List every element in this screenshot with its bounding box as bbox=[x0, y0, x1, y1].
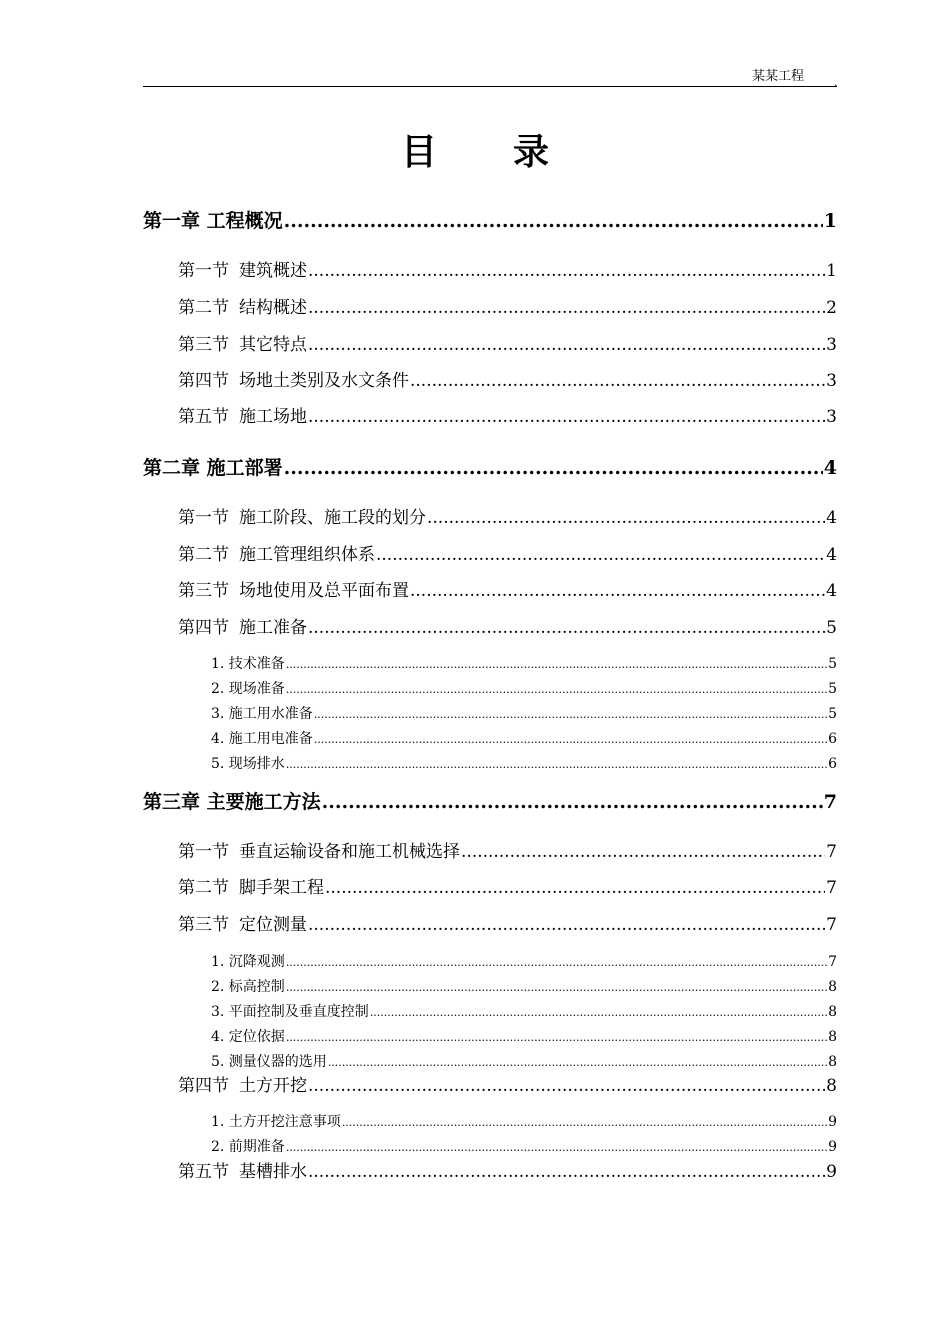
toc-page-number: 6 bbox=[828, 731, 837, 747]
toc-page-number: 5 bbox=[828, 706, 837, 722]
dot-leader bbox=[286, 680, 827, 699]
toc-section[interactable] bbox=[178, 913, 837, 937]
toc-entry-label: 3. 平面控制及垂直度控制 bbox=[211, 1004, 369, 1020]
toc-section-number: 第三节 bbox=[178, 581, 229, 601]
toc-section[interactable] bbox=[178, 616, 837, 640]
toc-page-number: 8 bbox=[828, 1054, 837, 1070]
toc-page-number: 4 bbox=[826, 545, 837, 565]
toc-section[interactable] bbox=[178, 579, 837, 603]
toc-page-number: 8 bbox=[826, 1076, 837, 1096]
toc-section[interactable] bbox=[178, 506, 837, 530]
toc-section[interactable] bbox=[178, 1074, 837, 1098]
dot-leader bbox=[370, 1003, 827, 1022]
toc-section-title: 基槽排水 bbox=[239, 1162, 307, 1182]
dot-leader bbox=[308, 1074, 825, 1098]
toc-entry-label bbox=[178, 840, 460, 864]
dot-leader bbox=[314, 730, 827, 749]
toc-page-number: 2 bbox=[826, 298, 837, 318]
toc-subitem[interactable] bbox=[211, 1028, 837, 1047]
dot-leader bbox=[342, 1113, 827, 1132]
toc-subitem[interactable] bbox=[211, 1053, 837, 1072]
toc-section-title: 脚手架工程 bbox=[239, 878, 324, 898]
dot-leader bbox=[286, 1028, 827, 1047]
toc-entry-label: 1. 技术准备 bbox=[211, 656, 285, 672]
toc-entry-label: 4. 施工用电准备 bbox=[211, 731, 313, 747]
dot-leader bbox=[308, 296, 825, 320]
toc-section-title: 其它特点 bbox=[239, 335, 307, 355]
toc-page-number: 4 bbox=[823, 457, 837, 479]
toc-section[interactable] bbox=[178, 840, 837, 864]
toc-section-number: 第一节 bbox=[178, 842, 229, 862]
toc-section[interactable] bbox=[178, 1160, 837, 1184]
toc-section-number: 第五节 bbox=[178, 407, 229, 427]
toc-entry-label bbox=[178, 1160, 307, 1184]
toc-section-title: 施工阶段、施工段的划分 bbox=[239, 508, 426, 528]
toc-section-number: 第一节 bbox=[178, 508, 229, 528]
dot-leader bbox=[286, 655, 827, 674]
toc-page-number: 7 bbox=[826, 842, 837, 862]
toc-page-number: 6 bbox=[828, 756, 837, 772]
dot-leader bbox=[328, 1053, 827, 1072]
dot-leader bbox=[427, 506, 825, 530]
toc-page-number: 8 bbox=[828, 1029, 837, 1045]
header-mark: . bbox=[834, 76, 838, 89]
toc-entry-label: 第三章 主要施工方法 bbox=[143, 791, 321, 813]
toc-section-title: 场地土类别及水文条件 bbox=[239, 371, 409, 391]
toc-section[interactable] bbox=[178, 259, 837, 283]
toc-entry-label bbox=[178, 579, 409, 603]
toc-section-number: 第二节 bbox=[178, 545, 229, 565]
toc-entry-label: 2. 标高控制 bbox=[211, 979, 285, 995]
dot-leader bbox=[308, 259, 825, 283]
dot-leader bbox=[284, 208, 823, 234]
toc-entry-label: 1. 土方开挖注意事项 bbox=[211, 1114, 341, 1130]
toc-section-title: 施工管理组织体系 bbox=[239, 545, 375, 565]
toc-entry-label: 第一章 工程概况 bbox=[143, 210, 283, 232]
dot-leader bbox=[376, 543, 825, 567]
dot-leader bbox=[410, 579, 825, 603]
dot-leader bbox=[308, 1160, 825, 1184]
dot-leader bbox=[286, 953, 827, 972]
toc-entry-label: 2. 现场准备 bbox=[211, 681, 285, 697]
toc-section-number: 第四节 bbox=[178, 1076, 229, 1096]
toc-subitem[interactable] bbox=[211, 755, 837, 774]
toc-entry-label bbox=[178, 543, 375, 567]
toc-section-title: 施工场地 bbox=[239, 407, 307, 427]
toc-chapter[interactable] bbox=[143, 455, 837, 481]
toc-entry-label bbox=[178, 296, 307, 320]
toc-page-number: 8 bbox=[828, 979, 837, 995]
toc-section[interactable] bbox=[178, 876, 837, 900]
toc-page-number: 5 bbox=[828, 656, 837, 672]
toc-section[interactable] bbox=[178, 333, 837, 357]
toc-section-number: 第三节 bbox=[178, 335, 229, 355]
toc-section-title: 结构概述 bbox=[239, 298, 307, 318]
header-rule bbox=[143, 86, 837, 87]
toc-entry-label bbox=[178, 876, 324, 900]
toc-entry-label: 3. 施工用水准备 bbox=[211, 706, 313, 722]
toc-section-title: 土方开挖 bbox=[239, 1076, 307, 1096]
toc-entry-label: 4. 定位依据 bbox=[211, 1029, 285, 1045]
dot-leader bbox=[286, 978, 827, 997]
toc-subitem[interactable] bbox=[211, 655, 837, 674]
toc-page-number: 8 bbox=[828, 1004, 837, 1020]
toc-section-number: 第二节 bbox=[178, 878, 229, 898]
toc-entry-label bbox=[178, 259, 307, 283]
toc-page-number: 7 bbox=[826, 878, 837, 898]
toc-page-number: 4 bbox=[826, 508, 837, 528]
toc-page-number: 3 bbox=[826, 335, 837, 355]
toc-section-number: 第五节 bbox=[178, 1162, 229, 1182]
toc-section-title: 建筑概述 bbox=[239, 261, 307, 281]
toc-page-number: 1 bbox=[826, 261, 837, 281]
toc-section[interactable] bbox=[178, 543, 837, 567]
toc-subitem[interactable] bbox=[211, 978, 837, 997]
toc-subitem[interactable] bbox=[211, 1003, 837, 1022]
toc-subitem[interactable] bbox=[211, 680, 837, 699]
toc-page-number: 5 bbox=[826, 618, 837, 638]
toc-section-title: 施工准备 bbox=[239, 618, 307, 638]
toc-subitem[interactable] bbox=[211, 730, 837, 749]
toc-subitem[interactable] bbox=[211, 1138, 837, 1157]
dot-leader bbox=[325, 876, 825, 900]
toc-subitem[interactable] bbox=[211, 1113, 837, 1132]
toc-entry-label bbox=[178, 405, 307, 429]
toc-section-number: 第三节 bbox=[178, 915, 229, 935]
toc-section-number: 第四节 bbox=[178, 618, 229, 638]
toc-section[interactable] bbox=[178, 405, 837, 429]
toc-section-number: 第四节 bbox=[178, 371, 229, 391]
toc-entry-label bbox=[178, 1074, 307, 1098]
toc-page-number: 7 bbox=[828, 954, 837, 970]
dot-leader bbox=[308, 616, 825, 640]
toc-entry-label: 1. 沉降观测 bbox=[211, 954, 285, 970]
toc-entry-label: 5. 测量仪器的选用 bbox=[211, 1054, 327, 1070]
toc-entry-label: 5. 现场排水 bbox=[211, 756, 285, 772]
toc-section-title: 垂直运输设备和施工机械选择 bbox=[239, 842, 460, 862]
toc-page-number: 4 bbox=[826, 581, 837, 601]
toc-chapter[interactable] bbox=[143, 789, 837, 815]
dot-leader bbox=[284, 455, 823, 481]
toc-page-number: 3 bbox=[826, 407, 837, 427]
dot-leader bbox=[410, 369, 825, 393]
toc-entry-label: 第二章 施工部署 bbox=[143, 457, 283, 479]
toc-page-number: 7 bbox=[826, 915, 837, 935]
page-title: 目录 bbox=[400, 132, 625, 173]
toc-entry-label: 2. 前期准备 bbox=[211, 1139, 285, 1155]
toc-section-title: 定位测量 bbox=[239, 915, 307, 935]
toc-subitem[interactable] bbox=[211, 705, 837, 724]
toc-page-number: 9 bbox=[828, 1114, 837, 1130]
toc-section[interactable] bbox=[178, 369, 837, 393]
toc-page-number: 3 bbox=[826, 371, 837, 391]
toc-section-title: 场地使用及总平面布置 bbox=[239, 581, 409, 601]
dot-leader bbox=[322, 789, 823, 815]
toc-entry-label bbox=[178, 913, 307, 937]
toc-page-number: 7 bbox=[823, 791, 837, 813]
toc-entry-label bbox=[178, 369, 409, 393]
dot-leader bbox=[286, 1138, 827, 1157]
toc-page-number: 9 bbox=[826, 1162, 837, 1182]
toc-page-number: 9 bbox=[828, 1139, 837, 1155]
toc-section-number: 第二节 bbox=[178, 298, 229, 318]
toc-section[interactable] bbox=[178, 296, 837, 320]
toc-page-number: 1 bbox=[823, 210, 837, 232]
dot-leader bbox=[461, 840, 825, 864]
dot-leader bbox=[286, 755, 827, 774]
toc-chapter[interactable] bbox=[143, 208, 837, 234]
dot-leader bbox=[308, 333, 825, 357]
toc-entry-label bbox=[178, 333, 307, 357]
toc-entry-label bbox=[178, 506, 426, 530]
dot-leader bbox=[308, 913, 825, 937]
dot-leader bbox=[314, 705, 827, 724]
header-title: 某某工程 bbox=[752, 69, 805, 84]
toc-page-number: 5 bbox=[828, 681, 837, 697]
toc-entry-label bbox=[178, 616, 307, 640]
toc-subitem[interactable] bbox=[211, 953, 837, 972]
dot-leader bbox=[308, 405, 825, 429]
toc-section-number: 第一节 bbox=[178, 261, 229, 281]
